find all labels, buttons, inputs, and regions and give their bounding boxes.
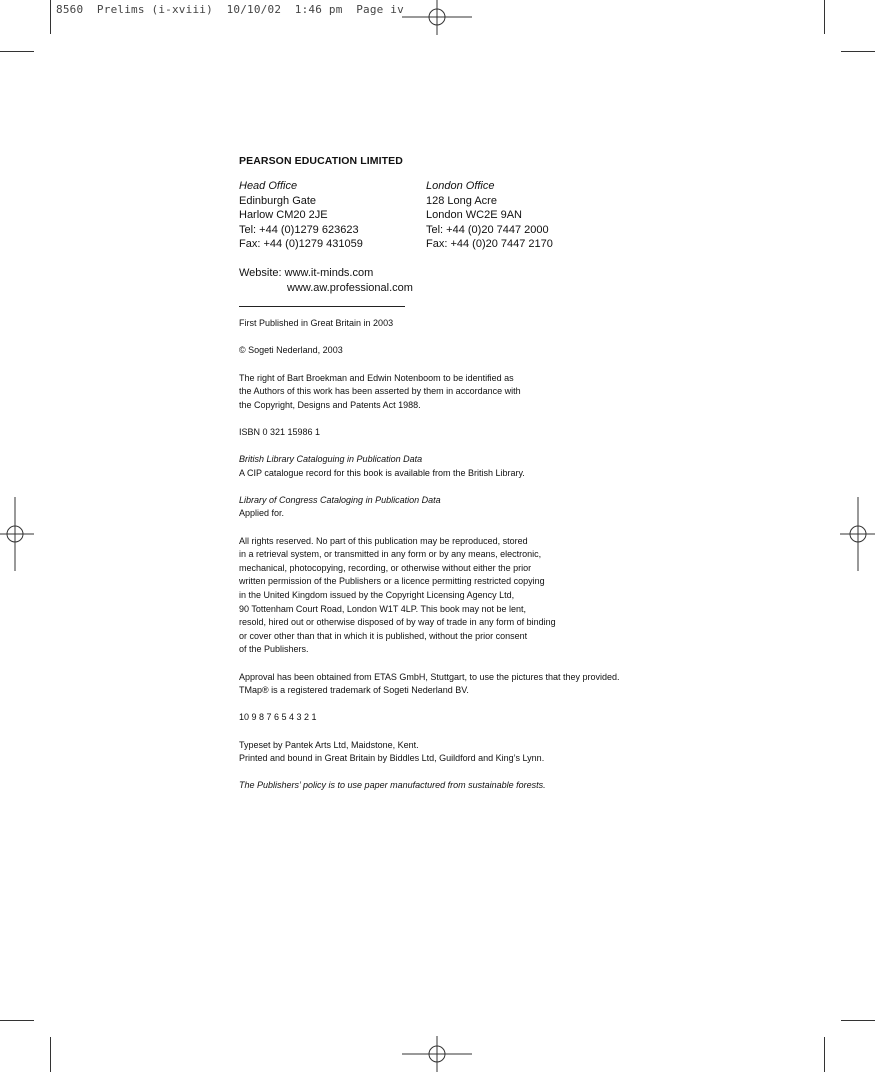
- approval-notice: [239, 671, 679, 698]
- london-office: [426, 179, 613, 252]
- all-rights-line: written permission of the Publishers or a licence permitting restricted copying: [239, 576, 545, 587]
- isbn: [239, 426, 679, 440]
- website-line: Website: www.it-minds.com: [239, 266, 374, 279]
- library-of-congress-text: Applied for.: [239, 508, 285, 519]
- rights-asserted-line: the Copyright, Designs and Patents Act 1988.: [239, 399, 421, 410]
- library-of-congress-data: [239, 494, 679, 521]
- rights-asserted: [239, 372, 679, 413]
- head-office-line: Tel: +44 (0)1279 623623: [239, 223, 359, 236]
- head-office: [239, 179, 426, 252]
- first-published-text: First Published in Great Britain in 2003: [239, 318, 394, 329]
- crop-mark-top-right-vertical: [824, 0, 825, 34]
- print-line-text: 10 9 8 7 6 5 4 3 2 1: [239, 712, 317, 723]
- approval-line: Approval has been obtained from ETAS GmbH, Stuttgart, to use the pictures that they provided.: [239, 671, 620, 682]
- typeset-line: Printed and bound in Great Britain by Biddles Ltd, Guildford and King’s Lynn.: [239, 753, 545, 764]
- print-line: [239, 711, 679, 725]
- crop-mark-bottom-left-vertical: [50, 1037, 51, 1072]
- head-office-line: Fax: +44 (0)1279 431059: [239, 238, 363, 251]
- registration-mark-left: [0, 497, 36, 571]
- all-rights-line: or cover other than that in which it is published, without the prior consent: [239, 630, 528, 641]
- london-office-line: 128 Long Acre: [426, 194, 497, 207]
- crop-mark-top-right-horizontal: [841, 51, 875, 52]
- typeset-line: Typeset by Pantek Arts Ltd, Maidstone, Kent.: [239, 739, 419, 750]
- crop-mark-bottom-left-horizontal: [0, 1020, 34, 1021]
- crop-mark-top-left-horizontal: [0, 51, 34, 52]
- printer-slug: 8560 Prelims (i-xviii) 10/10/02 1:46 pm Page iv: [56, 3, 404, 16]
- all-rights-line: 90 Tottenham Court Road, London W1T 4LP. This book may not be lent,: [239, 603, 527, 614]
- head-office-line: Edinburgh Gate: [239, 194, 317, 207]
- head-office-heading: Head Office: [239, 180, 298, 192]
- crop-mark-bottom-right-vertical: [824, 1037, 825, 1072]
- london-office-line: London WC2E 9AN: [426, 209, 522, 222]
- london-office-line: Fax: +44 (0)20 7447 2170: [426, 238, 553, 251]
- typeset-notice: [239, 739, 679, 766]
- british-library-heading: British Library Cataloguing in Publication Data: [239, 454, 423, 465]
- london-office-line: Tel: +44 (0)20 7447 2000: [426, 223, 549, 236]
- website-block: [239, 266, 679, 295]
- paper-policy: [239, 779, 679, 793]
- approval-line: TMap® is a registered trademark of Sogeti Nederland BV.: [239, 685, 469, 696]
- all-rights-line: in the United Kingdom issued by the Copyright Licensing Agency Ltd,: [239, 590, 515, 601]
- crop-mark-top-left-vertical: [50, 0, 51, 34]
- first-published: [239, 317, 679, 331]
- registration-mark-right: [840, 497, 875, 571]
- all-rights-line: mechanical, photocopying, recording, or otherwise without either the prior: [239, 562, 532, 573]
- registration-mark-top: [402, 0, 474, 36]
- copyright-text: © Sogeti Nederland, 2003: [239, 345, 343, 356]
- rights-asserted-line: the Authors of this work has been asserted by them in accordance with: [239, 386, 521, 397]
- publisher-name: PEARSON EDUCATION LIMITED: [239, 155, 403, 167]
- office-addresses: [239, 179, 679, 252]
- website-line: www.aw.professional.com: [287, 281, 413, 294]
- paper-policy-text: The Publishers’ policy is to use paper manufactured from sustainable forests.: [239, 780, 546, 791]
- divider-rule: [239, 306, 405, 307]
- all-rights-line: in a retrieval system, or transmitted in any form or by any means, electronic,: [239, 549, 542, 560]
- head-office-line: Harlow CM20 2JE: [239, 209, 328, 222]
- all-rights-line: All rights reserved. No part of this publication may be reproduced, stored: [239, 535, 528, 546]
- british-library-text: A CIP catalogue record for this book is available from the British Library.: [239, 467, 525, 478]
- rights-asserted-line: The right of Bart Broekman and Edwin Notenboom to be identified as: [239, 372, 514, 383]
- all-rights-line: resold, hired out or otherwise disposed of by way of trade in any form of binding: [239, 617, 556, 628]
- london-office-heading: London Office: [426, 180, 495, 192]
- isbn-text: ISBN 0 321 15986 1: [239, 426, 321, 437]
- registration-mark-bottom: [402, 1036, 474, 1072]
- imprint-page: [239, 155, 679, 807]
- all-rights-line: of the Publishers.: [239, 644, 309, 655]
- copyright-notice: [239, 344, 679, 358]
- british-library-data: [239, 453, 679, 480]
- crop-mark-bottom-right-horizontal: [841, 1020, 875, 1021]
- all-rights-reserved: [239, 535, 679, 657]
- library-of-congress-heading: Library of Congress Cataloging in Publication Data: [239, 494, 441, 505]
